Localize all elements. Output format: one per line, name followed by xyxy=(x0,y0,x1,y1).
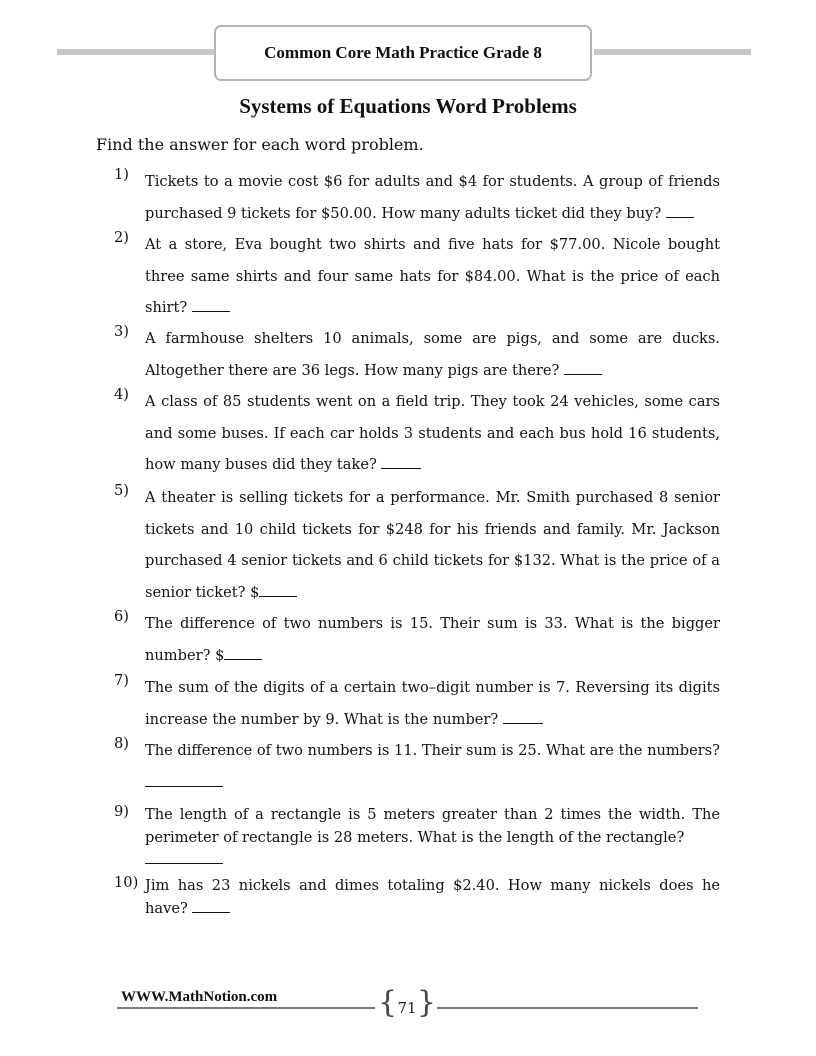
problem-text: The difference of two numbers is 11. Their sum is 25. What are the numbers? xyxy=(145,742,720,759)
problem-8 xyxy=(114,735,720,798)
answer-prefix: $ xyxy=(215,646,225,664)
problem-text: Jim has 23 nickels and dimes totaling $2.40. How many nickels does he have? xyxy=(145,877,720,917)
right-brace-icon: } xyxy=(416,985,436,1020)
problem-text: A theater is selling tickets for a performance. Mr. Smith purchased 8 senior tickets and 10 child tickets for $248 for his friends and family. Mr. Jackson purchased 4 senior tickets and 6 child tickets for $132. What is the price of a senior ticket? xyxy=(145,489,720,601)
problem-number: 10) xyxy=(114,874,139,891)
answer-blank[interactable] xyxy=(503,708,543,724)
problem-text: Tickets to a movie cost $6 for adults and $4 for students. A group of friends purchased 9 tickets for $50.00. How many adults ticket did they buy? xyxy=(145,173,720,222)
problem-text: At a store, Eva bought two shirts and five hats for $77.00. Nicole bought three same shirts and four same hats for $84.00. What is the price of each shirt? xyxy=(145,236,720,316)
header-title: Common Core Math Practice Grade 8 xyxy=(214,25,592,81)
problem-6 xyxy=(114,608,720,671)
instructions: Find the answer for each word problem. xyxy=(96,135,424,154)
answer-prefix: $ xyxy=(250,583,260,601)
answer-blank[interactable] xyxy=(259,581,297,597)
answer-blank[interactable] xyxy=(145,771,223,787)
problem-number: 3) xyxy=(114,323,129,340)
answer-blank[interactable] xyxy=(564,359,602,375)
header-rule-left xyxy=(57,49,214,55)
problem-4 xyxy=(114,386,720,481)
problem-number: 7) xyxy=(114,672,129,689)
problem-number: 4) xyxy=(114,386,129,403)
problem-10 xyxy=(114,874,720,920)
problem-number: 9) xyxy=(114,803,129,820)
problem-5 xyxy=(114,482,720,608)
header-rule-right xyxy=(594,49,751,55)
problem-text: A class of 85 students went on a field trip. They took 24 vehicles, some cars and some buses. If each car holds 3 students and each bus hold 16 students, how many buses did they take? xyxy=(145,393,720,473)
problem-text: The sum of the digits of a certain two–digit number is 7. Reversing its digits increase the number by 9. What is the number? xyxy=(145,679,720,728)
answer-blank[interactable] xyxy=(192,296,230,312)
page-number: 71 xyxy=(397,999,417,1017)
page-number-box xyxy=(378,985,436,1027)
answer-blank[interactable] xyxy=(145,849,223,864)
problem-7 xyxy=(114,672,720,735)
footer-website: WWW.MathNotion.com xyxy=(121,989,278,1005)
footer-rule-left xyxy=(117,1007,375,1009)
problem-text: The difference of two numbers is 15. Their sum is 33. What is the bigger number? xyxy=(145,615,720,664)
answer-blank[interactable] xyxy=(666,202,694,218)
problem-number: 6) xyxy=(114,608,129,625)
problem-text: A farmhouse shelters 10 animals, some are pigs, and some are ducks. Altogether there are 36 legs. How many pigs are there? xyxy=(145,330,720,379)
footer-rule-right xyxy=(437,1007,698,1009)
problem-3 xyxy=(114,323,720,386)
problem-9 xyxy=(114,803,720,864)
problem-number: 1) xyxy=(114,166,129,183)
problem-1 xyxy=(114,166,720,229)
page-title: Systems of Equations Word Problems xyxy=(239,94,577,118)
problem-number: 8) xyxy=(114,735,129,752)
answer-blank[interactable] xyxy=(381,453,421,469)
problem-number: 2) xyxy=(114,229,129,246)
answer-blank[interactable] xyxy=(192,897,230,913)
problem-2 xyxy=(114,229,720,324)
problem-text: The length of a rectangle is 5 meters greater than 2 times the width. The perimeter of rectangle is 28 meters. What is the length of the rectangle? xyxy=(145,806,720,846)
problem-number: 5) xyxy=(114,482,129,499)
answer-blank[interactable] xyxy=(224,644,262,660)
left-brace-icon: { xyxy=(378,985,398,1020)
